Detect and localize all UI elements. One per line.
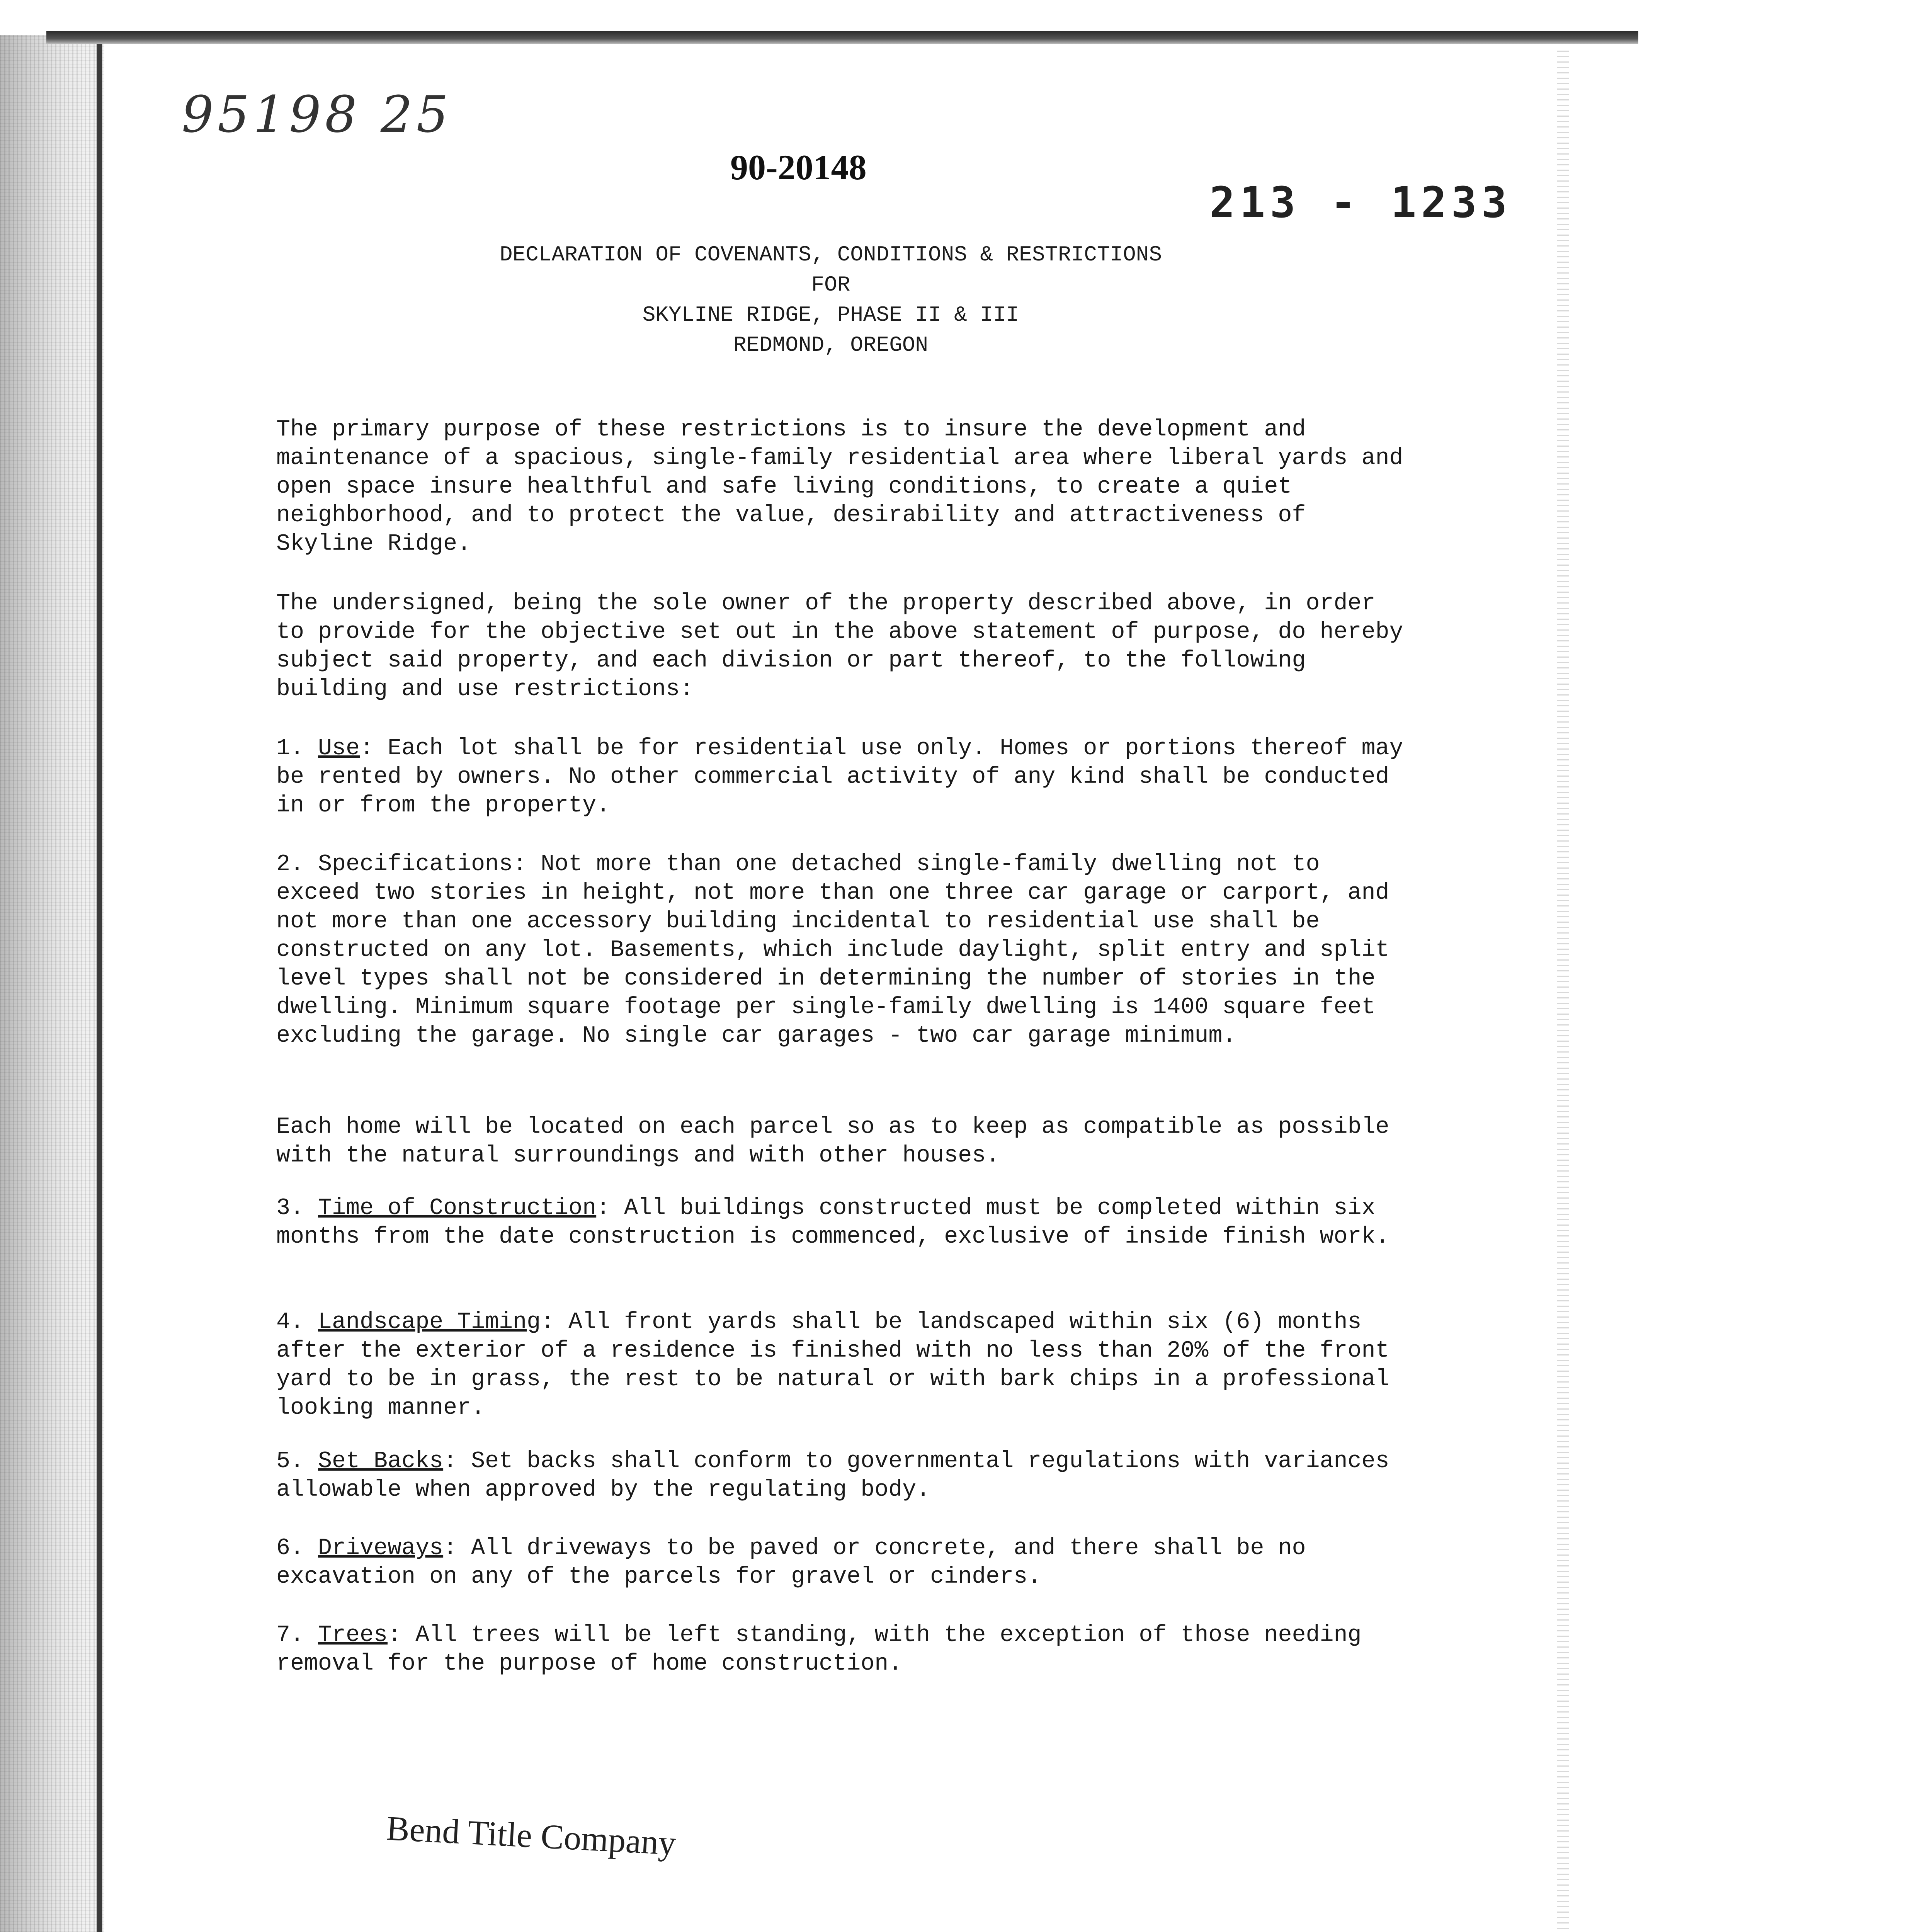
section-heading: Use xyxy=(318,735,360,762)
section-number: 5. xyxy=(276,1448,304,1475)
section-number: 2. xyxy=(276,851,304,878)
section-number: 6. xyxy=(276,1535,304,1561)
section-text: Set backs shall conform to governmental regulations with variances allowable when approved by the regulating body. xyxy=(276,1448,1389,1503)
section-2-continued xyxy=(276,1113,1405,1170)
purpose-text: The primary purpose of these restrictions is to insure the development and maintenance of a spacious, single-family residential area where liberal yards and open space insure healthful and safe living conditions, to create a quiet neighborhood, and to protect the value, desirability and attractiveness of Skyline Ridge. xyxy=(276,417,1403,557)
section-4: 4. Landscape Timing: All front yards shall be landscaped within six (6) months after the exterior of a residence is finished with no less than 20% of the front yard to be in grass, the rest to be natural or with bark chips in a professional looking manner. xyxy=(276,1309,1389,1421)
section-text: All driveways to be paved or concrete, and there shall be no excavation on any of the parcels for gravel or cinders. xyxy=(276,1535,1306,1590)
section-5: 5. Set Backs: Set backs shall conform to governmental regulations with variances allowable when approved by the regulating body. xyxy=(276,1448,1389,1503)
section-heading: Time of Construction xyxy=(318,1195,597,1221)
section-number: 4. xyxy=(276,1309,304,1335)
title-line-4: REDMOND, OREGON xyxy=(733,333,929,357)
title-line-1: DECLARATION OF COVENANTS, CONDITIONS & RESTRICTIONS xyxy=(500,242,1162,267)
title-line-2: FOR xyxy=(811,272,850,297)
purpose-paragraph xyxy=(276,415,1405,558)
scan-right-edge xyxy=(1557,46,1569,1932)
section-text: All trees will be left standing, with the exception of those needing removal for the purpose of home construction. xyxy=(276,1622,1362,1677)
section-heading: Landscape Timing xyxy=(318,1309,541,1335)
section-text: Each home will be located on each parcel so as to keep as compatible as possible with the natural surroundings and with other houses. xyxy=(276,1114,1389,1169)
section-text: All front yards shall be landscaped within six (6) months after the exterior of a residence is finished with no less than 20% of the front yard to be in grass, the rest to be natural or with bark chips in a professional looking manner. xyxy=(276,1309,1389,1421)
section-number: 3. xyxy=(276,1195,304,1221)
section-7: 7. Trees: All trees will be left standing, with the exception of those needing removal for the purpose of home construction. xyxy=(276,1622,1362,1677)
section-6: 6. Driveways: All driveways to be paved or concrete, and there shall be no excavation on any of the parcels for gravel or cinders. xyxy=(276,1535,1306,1590)
document-number: 90-20148 xyxy=(730,148,867,187)
section-1: 1. Use: Each lot shall be for residential use only. Homes or portions thereof may be rented by owners. No other commercial activity of any kind shall be conducted in or from the property. xyxy=(276,735,1403,819)
undersigned-text: The undersigned, being the sole owner of the property described above, in order to provide for the objective set out in the above statement of purpose, do hereby subject said property, and each division or part thereof, to the following building and use restrictions: xyxy=(276,590,1403,702)
document-title xyxy=(425,240,1236,360)
section-text: All buildings constructed must be completed within six months from the date construction is commenced, exclusive of inside finish work. xyxy=(276,1195,1389,1250)
section-heading: Set Backs xyxy=(318,1448,444,1475)
section-text: Each lot shall be for residential use only. Homes or portions thereof may be rented by owners. No other commercial activity of any kind shall be conducted in or from the property. xyxy=(276,735,1403,819)
scan-top-band xyxy=(46,31,1638,44)
section-3: 3. Time of Construction: All buildings constructed must be completed within six months from the date construction is commenced, exclusive of inside finish work. xyxy=(276,1195,1389,1250)
page-edge-line xyxy=(97,35,102,1932)
section-heading: Specifications xyxy=(318,851,513,878)
undersigned-paragraph xyxy=(276,589,1405,704)
section-number: 7. xyxy=(276,1622,304,1648)
section-heading: Trees xyxy=(318,1622,388,1648)
section-2: 2. Specifications: Not more than one detached single-family dwelling not to exceed two stories in height, not more than one three car garage or carport, and not more than one accessory building incidental to residential use shall be constructed on any lot. Basements, which include daylight, split entry and split level types shall not be considered in determining the number of stories in the dwelling. Minimum square footage per single-family dwelling is 1400 square feet excluding the garage. No single car garages - two car garage minimum. xyxy=(276,851,1389,1049)
section-heading: Driveways xyxy=(318,1535,444,1561)
book-page-number: 213 - 1233 xyxy=(1209,178,1512,227)
company-stamp: Bend Title Company xyxy=(385,1809,677,1863)
scan-shadow-left xyxy=(0,35,104,1932)
handwritten-note: 95198 25 xyxy=(182,85,452,144)
section-number: 1. xyxy=(276,735,304,762)
title-line-3: SKYLINE RIDGE, PHASE II & III xyxy=(642,303,1019,327)
section-text: Not more than one detached single-family dwelling not to exceed two stories in height, not more than one three car garage or carport, and not more than one accessory building incidental to residential use shall be constructed on any lot. Basements, which include daylight, split entry and split level types shall not be considered in determining the number of stories in the dwelling. Minimum square footage per single-family dwelling is 1400 square feet excluding the garage. No single car garages - two car garage minimum. xyxy=(276,851,1389,1049)
